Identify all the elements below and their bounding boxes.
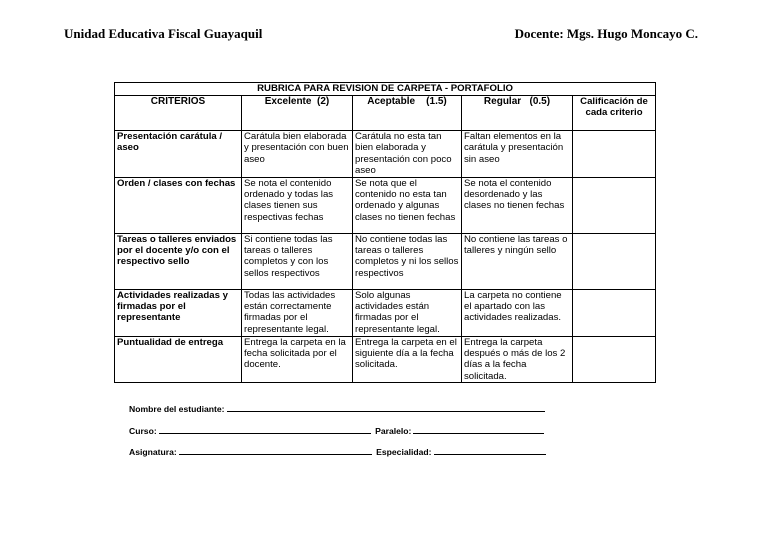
rubric-table — [114, 82, 656, 383]
school-name: Unidad Educativa Fiscal Guayaquil — [64, 26, 263, 41]
acceptable-cell: Solo algunas actividades están firmadas por el representante legal. — [353, 289, 462, 336]
excellent-cell: Todas las actividades están correctamente firmadas por el representante legal. — [242, 289, 353, 336]
grade-cell — [573, 131, 656, 178]
rubric-title: RUBRICA PARA REVISION DE CARPETA - PORTAFOLIO — [115, 83, 656, 96]
specialty-field[interactable] — [434, 445, 546, 455]
column-header-excellent: Excelente (2) — [242, 96, 353, 131]
criterion-cell: Tareas o talleres enviados por el docente y/o con el respectivo sello — [115, 233, 242, 289]
table-row — [115, 289, 656, 336]
student-name-row — [129, 402, 545, 414]
specialty-label: Especialidad: — [376, 447, 432, 457]
table-row — [115, 336, 656, 383]
criterion-cell: Puntualidad de entrega — [115, 336, 242, 383]
acceptable-cell: No contiene todas las tareas o talleres completos y ni los sellos respectivos — [353, 233, 462, 289]
excellent-cell: Carátula bien elaborada y presentación con buen aseo — [242, 131, 353, 178]
student-name-field[interactable] — [227, 402, 545, 412]
criterion-cell: Orden / clases con fechas — [115, 177, 242, 233]
table-row — [115, 233, 656, 289]
acceptable-cell: Entrega la carpeta en el siguiente día a la fecha solicitada. — [353, 336, 462, 383]
course-label: Curso: — [129, 426, 157, 436]
criterion-cell: Presentación carátula / aseo — [115, 131, 242, 178]
grade-cell — [573, 336, 656, 383]
excellent-cell: Entrega la carpeta en la fecha solicitada por el docente. — [242, 336, 353, 383]
grade-cell — [573, 289, 656, 336]
course-row — [129, 424, 544, 436]
acceptable-cell: Se nota que el contenido no esta tan ordenado y algunas clases no tienen fechas — [353, 177, 462, 233]
table-row — [115, 131, 656, 178]
excellent-cell: Se nota el contenido ordenado y todas las clases tienen sus respectivas fechas — [242, 177, 353, 233]
regular-cell: Faltan elementos en la carátula y presentación sin aseo — [462, 131, 573, 178]
column-header-grade: Calificación de cada criterio — [573, 96, 656, 131]
regular-cell: Se nota el contenido desordenado y las clases no tienen fechas — [462, 177, 573, 233]
subject-row — [129, 445, 546, 457]
grade-cell — [573, 233, 656, 289]
acceptable-cell: Carátula no esta tan bien elaborada y presentación con poco aseo — [353, 131, 462, 178]
column-header-regular: Regular (0.5) — [462, 96, 573, 131]
column-header-criteria: CRITERIOS — [115, 96, 242, 131]
table-row — [115, 177, 656, 233]
rubric-header-row — [115, 96, 656, 131]
rubric-title-row — [115, 83, 656, 96]
criterion-cell: Actividades realizadas y firmadas por el representante — [115, 289, 242, 336]
column-header-acceptable: Aceptable (1.5) — [353, 96, 462, 131]
subject-field[interactable] — [179, 445, 372, 455]
course-field[interactable] — [159, 424, 371, 434]
excellent-cell: Si contiene todas las tareas o talleres completos y con los sellos respectivos — [242, 233, 353, 289]
parallel-label: Paralelo: — [375, 426, 412, 436]
student-name-label: Nombre del estudiante: — [129, 404, 225, 414]
teacher-name: Docente: Mgs. Hugo Moncayo C. — [514, 26, 698, 41]
subject-label: Asignatura: — [129, 447, 177, 457]
parallel-field[interactable] — [413, 424, 544, 434]
regular-cell: Entrega la carpeta después o más de los 2 días a la fecha solicitada. — [462, 336, 573, 383]
regular-cell: No contiene las tareas o talleres y ningún sello — [462, 233, 573, 289]
regular-cell: La carpeta no contiene el apartado con las actividades realizadas. — [462, 289, 573, 336]
grade-cell — [573, 177, 656, 233]
